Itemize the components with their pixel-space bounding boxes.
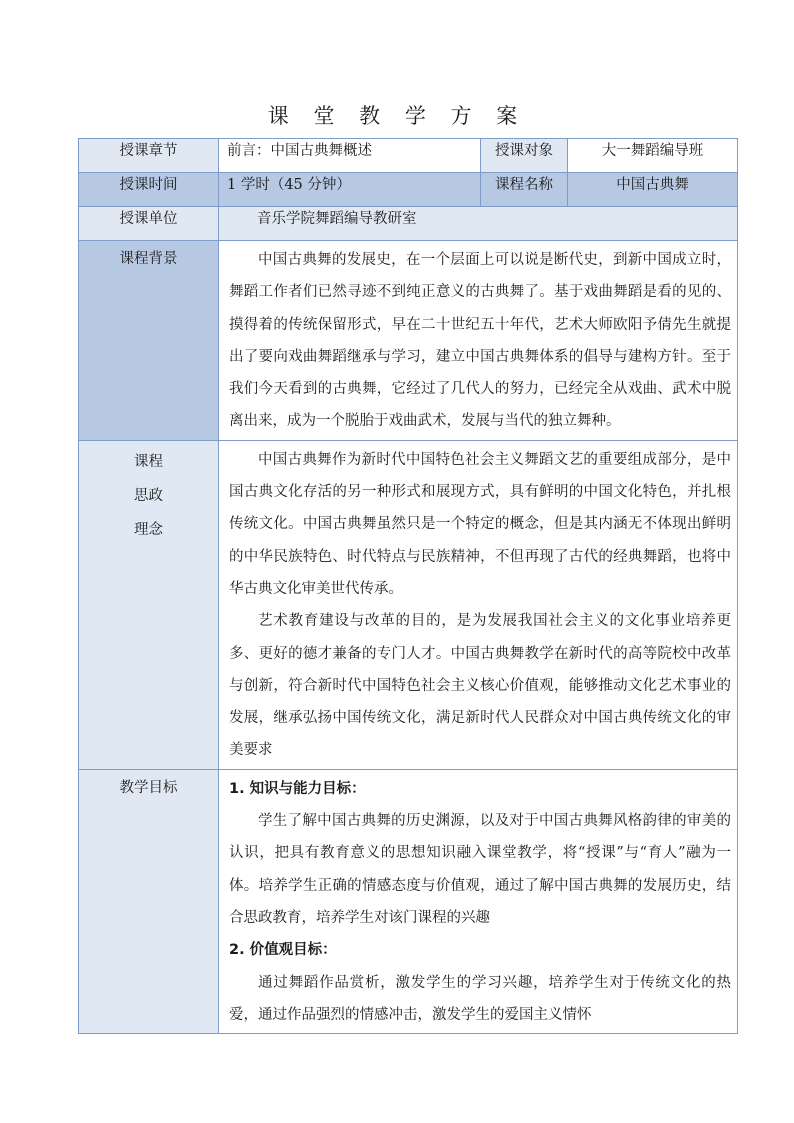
label-ideology (79, 440, 219, 769)
label-chapter: 授课章节 (79, 139, 219, 173)
row-background (79, 241, 738, 441)
value-time: 1 学时（45 分钟） (219, 173, 481, 207)
value-ideology (219, 440, 738, 769)
row-unit (79, 207, 738, 241)
value-chapter: 前言：中国古典舞概述 (219, 139, 481, 173)
ideology-paragraph-1: 中国古典舞作为新时代中国特色社会主义舞蹈文艺的重要组成部分，是中国古典文化存活的另一种形式和展现方式，具有鲜明的中国文化特色，并扎根传统文化。中国古典舞虽然只是一个特定的概念，但是其内涵无不体现出鲜明的中华民族特色、时代特点与民族精神，不但再现了古代的经典舞蹈，也将中华古典文化审美世代传承。 (229, 451, 731, 597)
background-text: 中国古典舞的发展史，在一个层面上可以说是断代史，到新中国成立时，舞蹈工作者们已然寻迹不到纯正意义的古典舞了。基于戏曲舞蹈是看的见的、摸得着的传统保留形式，早在二十世纪五十年代，艺术大师欧阳予倩先生就提出了要向戏曲舞蹈继承与学习，建立中国古典舞体系的倡导与建构方针。至于我们今天看到的古典舞，它经过了几代人的努力，已经完全从戏曲、武术中脱离出来，成为一个脱胎于戏曲武术，发展与当代的独立舞种。 (229, 252, 731, 430)
value-unit: 音乐学院舞蹈编导教研室 (219, 207, 738, 241)
label-time: 授课时间 (79, 173, 219, 207)
label-background: 课程背景 (79, 241, 219, 441)
value-course-name: 中国古典舞 (568, 173, 738, 207)
label-unit: 授课单位 (79, 207, 219, 241)
label-audience: 授课对象 (481, 139, 568, 173)
label-course-name: 课程名称 (481, 173, 568, 207)
document-title: 课 堂 教 学 方 案 (267, 104, 527, 128)
lesson-plan-table (78, 138, 738, 1034)
row-chapter (79, 139, 738, 173)
label-goals: 教学目标 (79, 769, 219, 1033)
ideology-label-line-1: 课程 (134, 453, 163, 470)
ideology-label-line-3: 理念 (134, 521, 163, 538)
ideology-paragraph-2: 艺术教育建设与改革的目的，是为发展我国社会主义的文化事业培养更多、更好的德才兼备的专门人才。中国古典舞教学在新时代的高等院校中改革与创新，符合新时代中国特色社会主义核心价值观，能够推动文化艺术事业的发展，继承弘扬中国传统文化，满足新时代人民群众对中国古典传统文化的审美要求 (229, 613, 731, 759)
goals-heading-2: 2. 价值观目标： (229, 942, 337, 959)
goals-paragraph-1: 学生了解中国古典舞的历史渊源，以及对于中国古典舞风格韵律的审美的认识，把具有教育意义的思想知识融入课堂教学，将“授课”与“育人”融为一体。培养学生正确的情感态度与价值观，通过了解中国古典舞的发展历史，结合思政教育，培养学生对该门课程的兴趣 (229, 813, 731, 926)
ideology-label-line-2: 思政 (134, 487, 163, 504)
value-audience: 大一舞蹈编导班 (568, 139, 738, 173)
goals-heading-1: 1. 知识与能力目标： (229, 780, 366, 797)
row-time (79, 173, 738, 207)
value-background (219, 241, 738, 441)
row-ideology (79, 440, 738, 769)
value-goals (219, 769, 738, 1033)
row-goals (79, 769, 738, 1033)
goals-paragraph-2: 通过舞蹈作品赏析，激发学生的学习兴趣，培养学生对于传统文化的热爱，通过作品强烈的情感冲击，激发学生的爱国主义情怀 (229, 974, 731, 1023)
